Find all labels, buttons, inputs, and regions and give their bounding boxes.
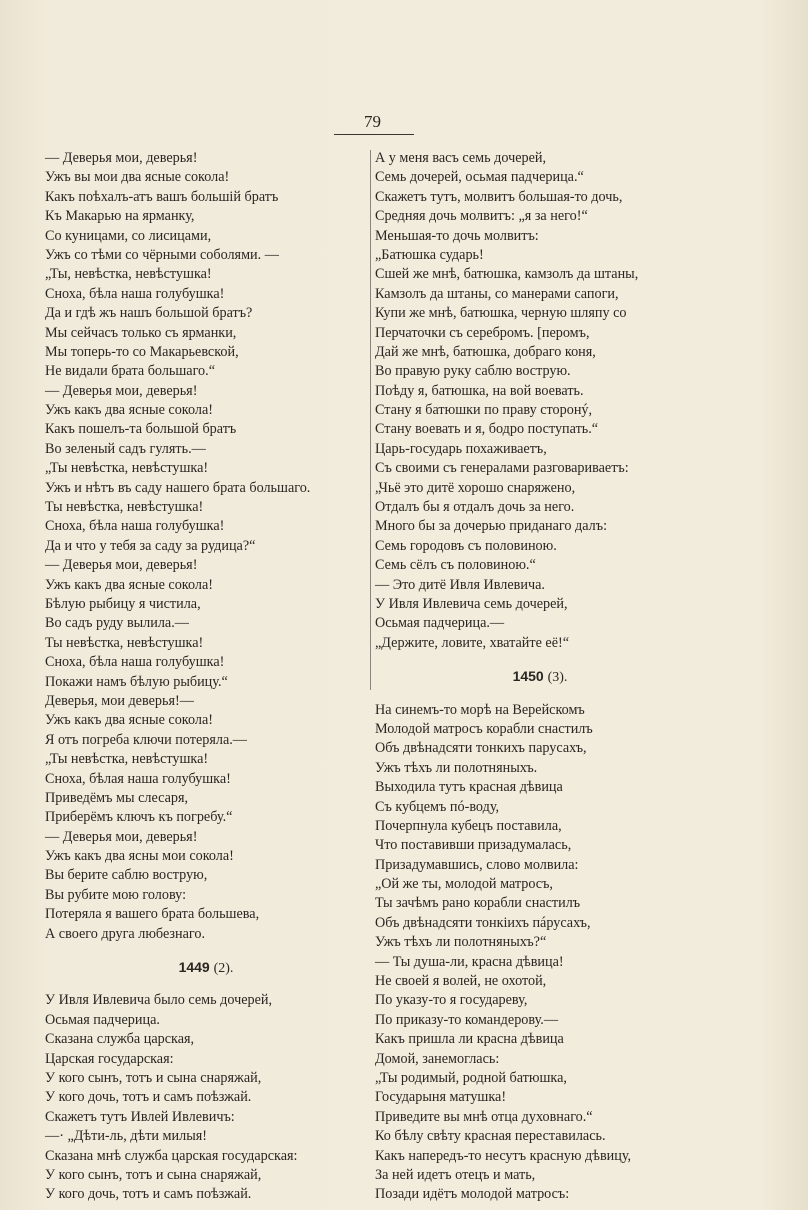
text-line: Во правую руку саблю вострую. <box>375 363 571 380</box>
text-line: Приберёмъ ключъ къ погребу.“ <box>45 809 233 826</box>
text-line: „Ты родимый, родной батюшка, <box>375 1069 567 1086</box>
text-line: Поѣду я, батюшка, на вой воевать. <box>375 382 584 399</box>
text-line: „Чьё это дитё хорошо снаряжено, <box>375 479 576 496</box>
text-line: Ты невѣстка, невѣстушка! <box>45 634 204 651</box>
text-line: Стану я батюшки по праву сторонý, <box>375 402 593 419</box>
text-line: А своего друга любезнаго. <box>45 925 206 942</box>
text-line: „Держите, ловите, хватайте её!“ <box>375 634 570 651</box>
text-line: Какъ поѣхалъ-атъ вашъ большій братъ <box>45 188 279 205</box>
text-line: Объ двѣнадсяти тонкихъ парусахъ, <box>375 740 587 757</box>
text-line: Бѣлую рыбицу я чистила, <box>45 595 201 612</box>
text-line: Перчаточки съ серебромъ. [перомъ, <box>375 324 590 341</box>
song-number: 1450 <box>512 668 544 685</box>
text-line: А у меня васъ семь дочерей, <box>375 150 547 166</box>
text-line: Сноха, бѣла наша голубушка! <box>45 285 225 302</box>
text-line: Позади идётъ молодой матросъ: <box>375 1186 570 1203</box>
header-rule <box>334 134 414 135</box>
text-line: Домой, занемоглась: <box>375 1050 500 1067</box>
text-line: Сноха, бѣла наша голубушка! <box>45 654 225 671</box>
text-line: Выходила тутъ красная дѣвица <box>375 779 563 796</box>
text-line: Къ Макарью на ярманку, <box>45 208 195 225</box>
text-line: Камзолъ да штаны, со манерами сапоги, <box>375 285 619 302</box>
text-line: По указу-то я государеву, <box>375 992 528 1009</box>
text-line: Что поставивши призадумалась, <box>375 837 572 854</box>
text-line: Вы берите саблю вострую, <box>45 867 208 884</box>
text-line: Ужъ какъ два ясные сокола! <box>45 402 213 419</box>
text-line: Ужъ вы мои два ясные сокола! <box>45 169 230 186</box>
text-line: Мы топерь-то со Макарьевской, <box>45 343 239 360</box>
text-line: Ужъ и нѣтъ въ саду нашего брата большаго. <box>45 479 311 496</box>
text-line: Осьмая падчерица.— <box>375 615 505 632</box>
text-line: Я отъ погреба ключи потеряла.— <box>45 731 247 748</box>
text-line: Не своей я волей, не охотой, <box>375 973 547 990</box>
song-heading-1450 <box>375 667 705 686</box>
text-line: Сноха, бѣла наша голубушка! <box>45 518 225 535</box>
text-line: У Ивля Ивлевича было семь дочерей, <box>45 992 273 1009</box>
text-line: Ты невѣстка, невѣстушка! <box>45 499 204 516</box>
text-line: Меньшая-то дочь молвитъ: <box>375 227 539 244</box>
text-line: Приведите вы мнѣ отца духовнаго.“ <box>375 1108 593 1125</box>
text-line: „Ты, невѣстка, невѣстушка! <box>45 266 212 283</box>
text-line: Съ своими съ генералами разговариваетъ: <box>375 460 629 477</box>
song-1449-text <box>45 991 367 1204</box>
text-line: Ужъ какъ два ясные сокола! <box>45 712 213 729</box>
text-line: Вы рубите мою голову: <box>45 886 187 903</box>
text-line: Дай же мнѣ, батюшка, добраго коня, <box>375 343 596 360</box>
text-line: У Ивля Ивлевича семь дочерей, <box>375 595 568 612</box>
text-line: — Деверья мои, деверья! <box>45 150 198 166</box>
text-line: На синемъ-то морѣ на Верейскомъ <box>375 701 585 718</box>
song-variant: (2). <box>213 961 234 977</box>
text-line: Призадумавшись, слово молвила: <box>375 856 579 873</box>
text-line: „Ты невѣстка, невѣстушка! <box>45 460 209 477</box>
text-line: Купи же мнѣ, батюшка, черную шляпу со <box>375 305 627 322</box>
text-line: — Деверья мои, деверья! <box>45 382 198 399</box>
text-line: Отдалъ бы я отдалъ дочь за него. <box>375 499 575 516</box>
text-line: Царь-государь похаживаетъ, <box>375 440 547 457</box>
text-line: Ужъ со тѣми со чёрными соболями. — <box>45 246 279 263</box>
song-variant: (3). <box>547 670 568 686</box>
text-line: Мы сейчасъ только съ ярманки, <box>45 324 237 341</box>
song-1450-text <box>375 701 705 1205</box>
text-line: Во садъ руду вылила.— <box>45 615 189 632</box>
left-column <box>45 149 367 1205</box>
text-line: У кого сынъ, тотъ и сына снаряжай, <box>45 1166 262 1183</box>
text-line: Какъ пошелъ-та большой братъ <box>45 421 237 438</box>
text-line: — Это дитё Ивля Ивлевича. <box>375 576 545 593</box>
song-heading-1449 <box>45 958 367 977</box>
text-line: Деверья, мои деверья!— <box>45 692 194 709</box>
page-number: 79 <box>364 112 381 131</box>
text-line: Скажетъ тутъ Ивлей Ивлевичъ: <box>45 1108 235 1125</box>
text-line: Объ двѣнадсяти тонкiихъ пáрусахъ, <box>375 914 591 931</box>
poem-right <box>375 149 705 653</box>
text-line: Не видали брата большаго.“ <box>45 363 216 380</box>
text-line: Ужъ какъ два ясные сокола! <box>45 576 213 593</box>
text-line: „Батюшка сударь! <box>375 246 484 263</box>
text-line: Семь дочерей, осьмая падчерица.“ <box>375 169 584 186</box>
text-line: Осьмая падчерица. <box>45 1011 160 1028</box>
text-line: За ней идетъ отецъ и мать, <box>375 1166 536 1183</box>
text-line: — Деверья мои, деверья! <box>45 828 198 845</box>
text-line: Стану воевать и я, бодро поступать.“ <box>375 421 599 438</box>
text-line: Государыня матушка! <box>375 1089 507 1106</box>
text-line: —· „Дѣти-ль, дѣти милыя! <box>45 1128 207 1145</box>
text-line: Ты зачѣмъ рано корабли снастилъ <box>375 895 581 912</box>
text-line: Средняя дочь молвитъ: „я за него!“ <box>375 208 588 225</box>
text-line: Много бы за дочерью приданаго далъ: <box>375 518 608 535</box>
column-divider <box>370 150 371 690</box>
text-line: Во зеленый садъ гулять.— <box>45 440 206 457</box>
text-line: — Ты душа-ли, красна дѣвица! <box>375 953 564 970</box>
text-line: Приведёмъ мы слесаря, <box>45 789 189 806</box>
text-line: Скажетъ тутъ, молвитъ большая-то дочь, <box>375 188 623 205</box>
text-line: Семь городовъ съ половиною. <box>375 537 557 554</box>
text-line: Ужъ тѣхъ ли полотняныхъ?“ <box>375 934 547 951</box>
text-line: Ужъ какъ два ясны мои сокола! <box>45 848 234 865</box>
text-line: Семь сёлъ съ половиною.“ <box>375 557 536 574</box>
text-line: Почерпнула кубецъ поставила, <box>375 817 562 834</box>
text-line: Какъ пришла ли красна дѣвица <box>375 1031 564 1048</box>
text-line: Царская государская: <box>45 1050 174 1067</box>
text-line: Покажи намъ бѣлую рыбицу.“ <box>45 673 228 690</box>
text-line: „Ты невѣстка, невѣстушка! <box>45 751 209 768</box>
text-line: Да и гдѣ жъ нашъ большой братъ? <box>45 305 253 322</box>
text-line: Да и что у тебя за саду за рудица?“ <box>45 537 256 554</box>
text-line: Сноха, бѣлая наша голубушка! <box>45 770 231 787</box>
text-line: Ужъ тѣхъ ли полотняныхъ. <box>375 759 538 776</box>
text-line: У кого дочь, тотъ и самъ поѣзжай. <box>45 1089 252 1106</box>
text-line: Молодой матросъ корабли снастилъ <box>375 720 593 737</box>
right-column <box>375 149 705 1205</box>
text-line: — Деверья мои, деверья! <box>45 557 198 574</box>
text-line: Сшей же мнѣ, батюшка, камзолъ да штаны, <box>375 266 639 283</box>
text-line: Со куницами, со лисицами, <box>45 227 212 244</box>
text-line: Сказана мнѣ служба царская государская: <box>45 1147 298 1164</box>
poem-left <box>45 149 367 944</box>
song-number: 1449 <box>178 959 210 976</box>
text-line: По приказу-то командерову.— <box>375 1011 559 1028</box>
text-line: Потеряла я вашего брата большева, <box>45 906 260 923</box>
text-line: Ко бѣлу свѣту красная переставилась. <box>375 1128 606 1145</box>
text-line: Сказана служба царская, <box>45 1031 195 1048</box>
text-line: Съ кубцемъ пó-воду, <box>375 798 500 815</box>
text-line: Какъ напередъ-то несутъ красную дѣвицу, <box>375 1147 632 1164</box>
text-line: „Ой же ты, молодой матросъ, <box>375 876 553 893</box>
text-line: У кого сынъ, тотъ и сына снаряжай, <box>45 1069 262 1086</box>
text-line: У кого дочь, тотъ и самъ поѣзжай. <box>45 1186 252 1203</box>
